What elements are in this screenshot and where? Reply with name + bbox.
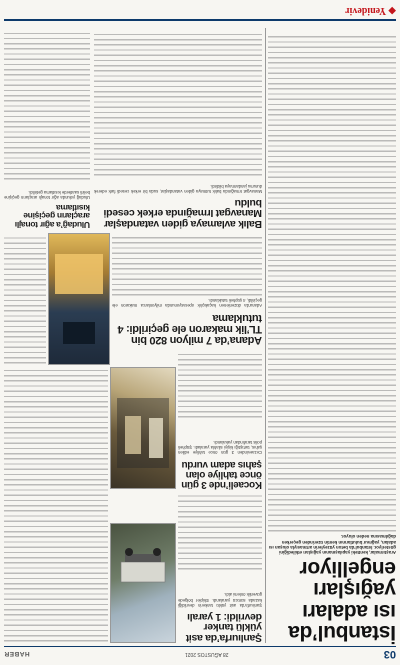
adana-text-lines — [112, 237, 262, 297]
main-lead: Araştırmalar, kentteki yapılaşmanın yağışları etkilediğini gösteriyor. İstanbul’da beton yüzeylerin artmasıyla oluşan ısı adaları, yağmur bulutlarının kentin üzerinden geçerken dağılmasına neden oluyor. — [268, 534, 396, 556]
adana-photo — [48, 233, 110, 365]
sanliurfa-headline: Şanlıurfa’da asit yüklü tanker devrildi: 1 yaralı — [185, 610, 262, 644]
kocaeli-text-lines — [178, 351, 262, 419]
photo-icon — [49, 234, 109, 364]
section-label: HABER — [4, 650, 30, 658]
story-sanliurfa — [178, 493, 262, 643]
newspaper-logo — [336, 4, 396, 18]
kocaeli-photo — [110, 367, 176, 489]
newspaper-logo-icon: ◆ — [388, 5, 396, 17]
uludag-text-lines — [4, 33, 90, 181]
main-headline: İstanbul’da ısı adaları yağışları engelliyor — [288, 556, 396, 644]
story-kocaeli — [178, 349, 262, 489]
masthead-bar — [4, 646, 396, 661]
far-right-text — [4, 235, 46, 365]
logo-text: Yenidevir — [345, 5, 387, 17]
sanliurfa-body: Şanlıurfa’da asit yüklü tankerin devrildiği kazada sürücü yaralandı. Ekipler bölgede güvenlik önlemi aldı. — [176, 592, 262, 608]
right-column-text-lines — [4, 369, 108, 643]
main-story — [268, 25, 396, 643]
adana-headline: Adana’da 7 milyon 820 bin TL’lik makaron ele geçirildi: 4 tutuklama — [117, 311, 262, 346]
photo-icon — [111, 368, 175, 488]
manavgat-text-lines — [94, 32, 262, 177]
manavgat-body: Manavgat Irmağında balık tutmaya giden vatandaşlar, suda bir erkek cesedi fark ederek durumu jandarmaya bildirdi. — [92, 183, 262, 194]
column-divider — [265, 28, 266, 643]
page-number: 03 — [383, 648, 396, 660]
story-manavgat — [94, 29, 262, 229]
photo-icon — [111, 524, 175, 642]
adana-body: Adana’da düzenlenen kaçakçılık operasyonunda milyonlarca makaron ele geçirildi, 4 şüpheli tutuklandı. — [110, 298, 262, 309]
manavgat-headline: Balık avlamaya giden vatandaşlar Manavgat Irmağında erkek cesedi buldu — [103, 196, 262, 230]
uludag-headline: Uludağ’a ağır tonajlı araçların geçişine kısıtlama — [15, 202, 90, 230]
tanker-photo — [110, 523, 176, 643]
right-text-column — [4, 369, 108, 643]
uludag-body: Uludağ yolunda ağır tonajlı araçların geçişine belirli saatlerde kısıtlama getirildi. — [2, 189, 90, 201]
far-right-text-lines — [4, 235, 46, 365]
kocaeli-headline: Kocaeli’nde 3 gün önce tahliye olan şahıs adam vurdu — [181, 458, 262, 490]
main-body-text — [268, 33, 396, 533]
kocaeli-body: Cezaevinden 3 gün önce tahliye edilen şahıs, tartıştığı kişiyi silahla yaraladı. Şüpheli polis tarafından yakalandı. — [176, 440, 262, 456]
issue-date: 28 AĞUSTOS 2021 — [184, 651, 229, 657]
sanliurfa-text-lines — [178, 495, 262, 571]
story-uludag — [4, 29, 90, 229]
footer-band — [4, 19, 396, 21]
story-adana — [112, 235, 262, 345]
